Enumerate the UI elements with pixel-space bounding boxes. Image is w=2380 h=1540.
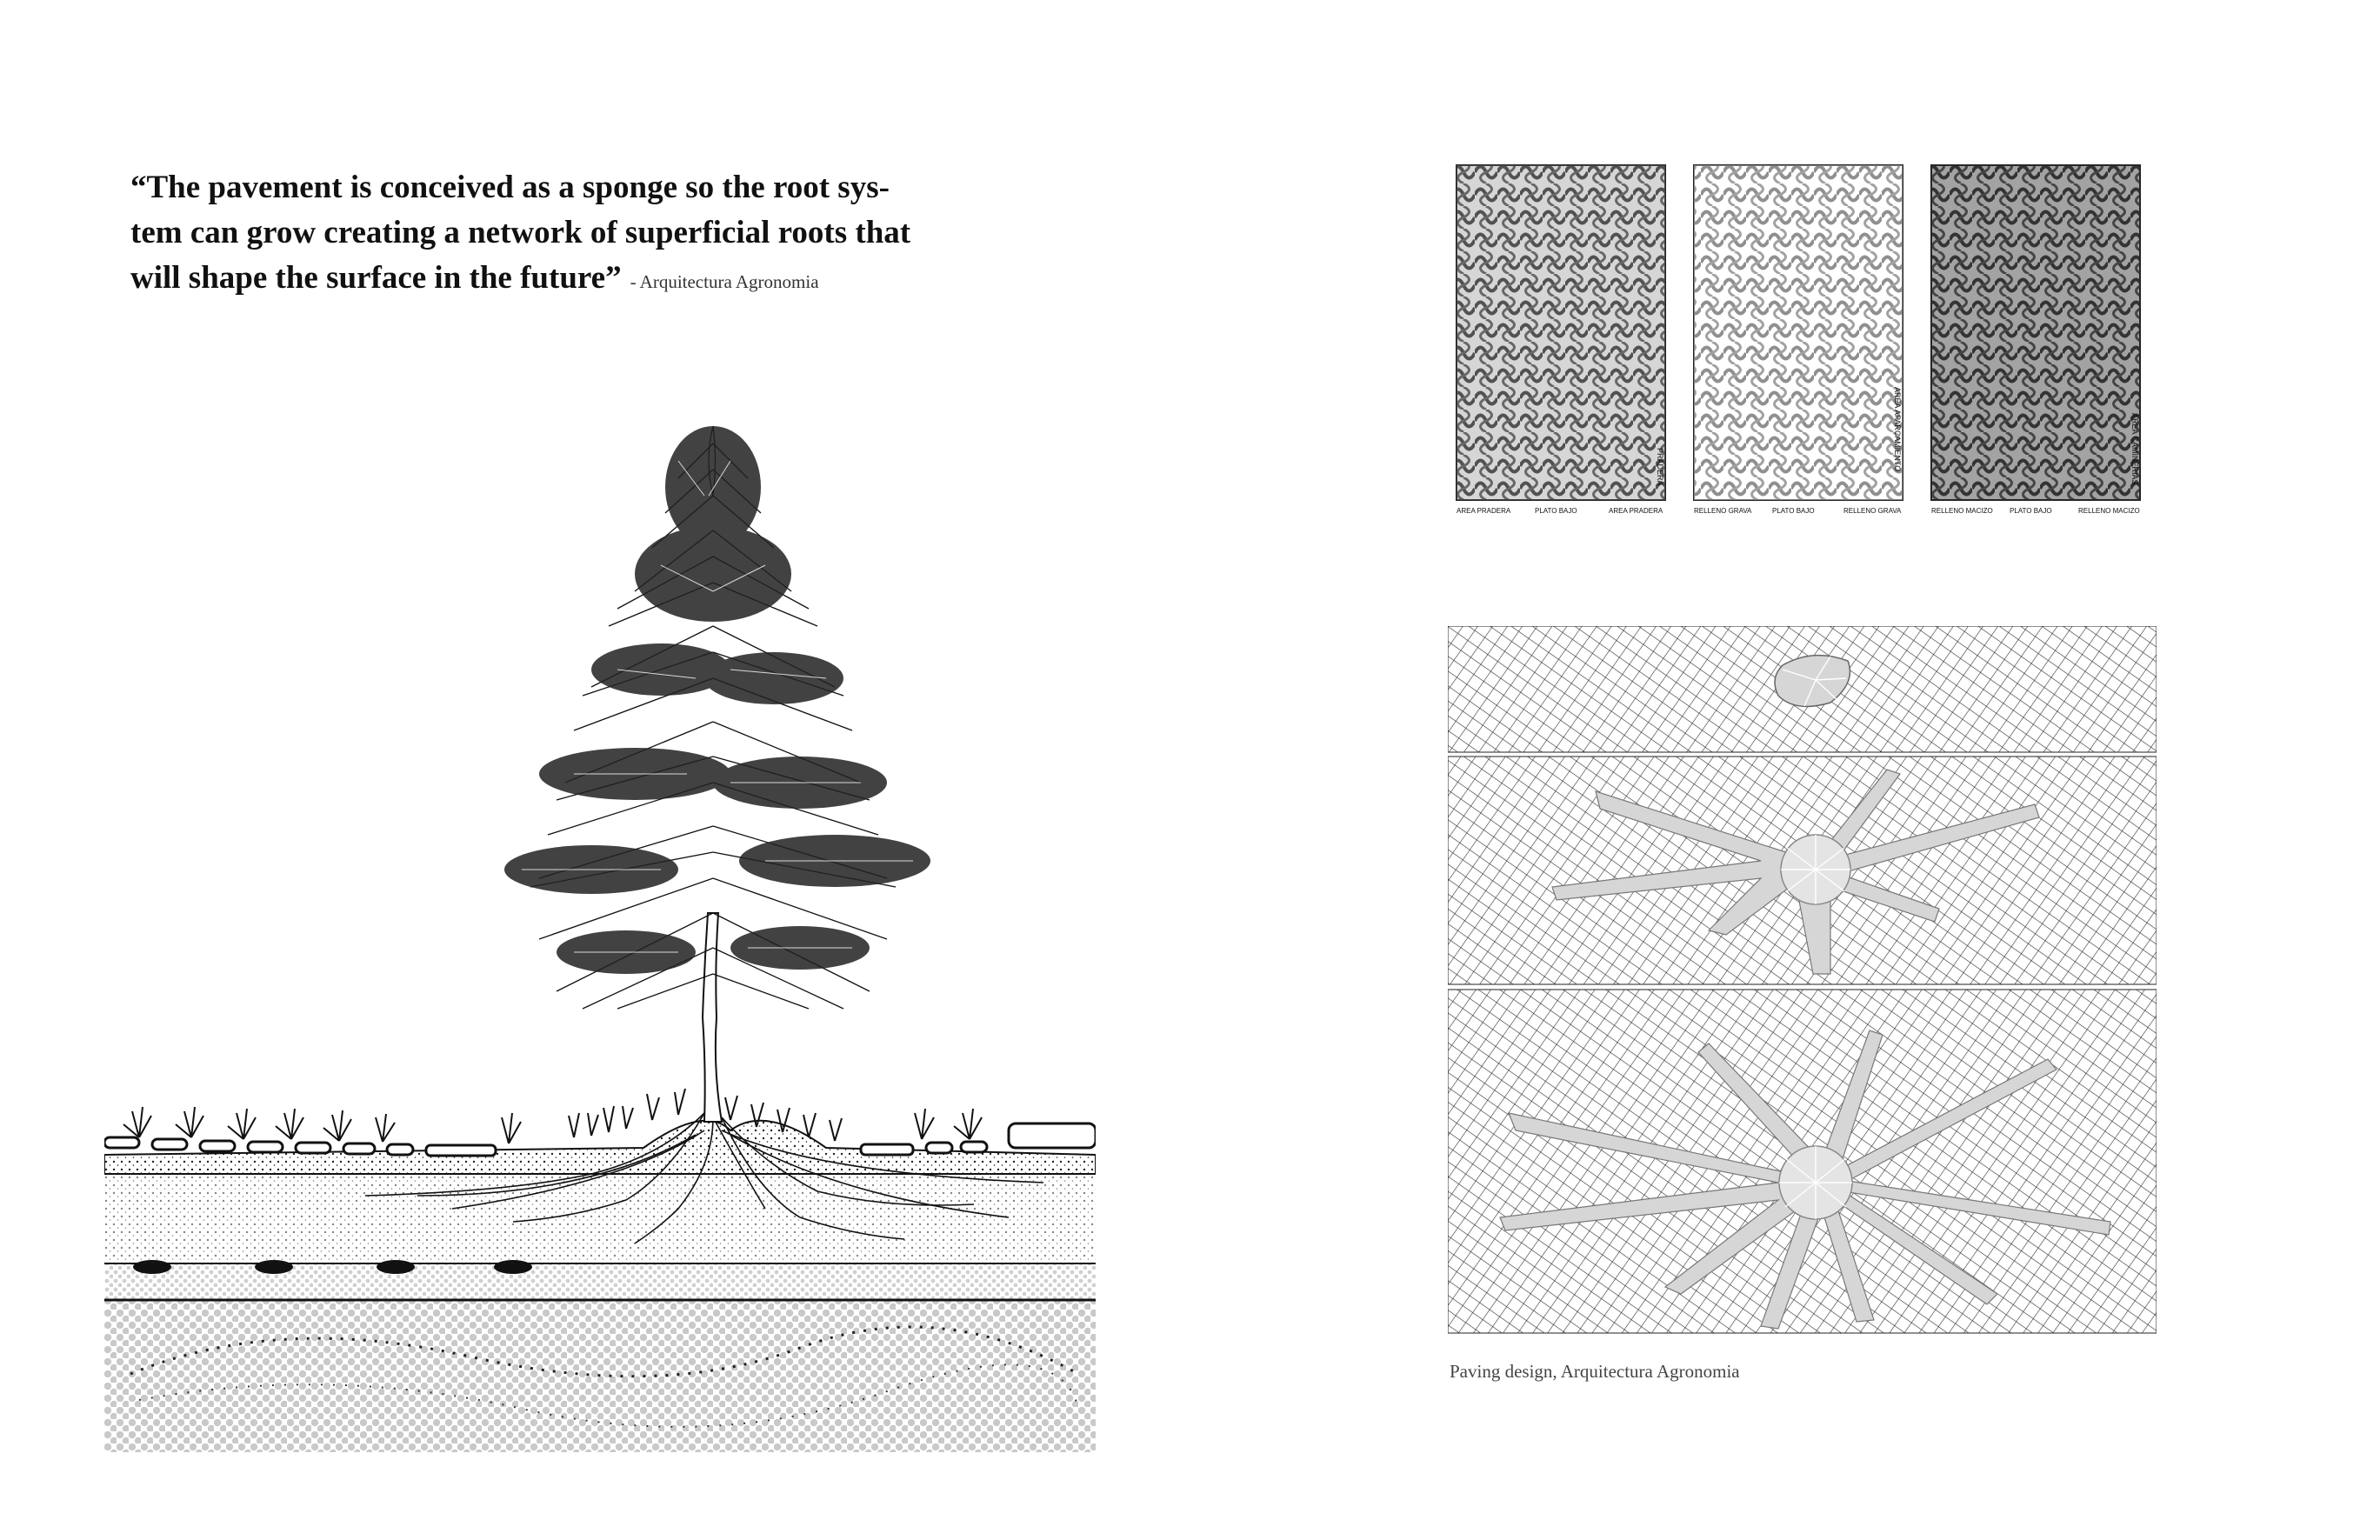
panel-1-label-right: AREA PRADERA [1609, 507, 1663, 515]
gravel-layer [104, 1263, 1096, 1300]
quote-line-1: “The pavement is conceived as a sponge so the root sys- [130, 170, 890, 205]
quote-line-3-text: will shape the surface in the future” [130, 260, 622, 296]
paving-pattern-panels [1452, 161, 2148, 535]
quote-line-2: tem can grow creating a network of superficial roots that [130, 215, 911, 250]
panel-1 [1457, 165, 1665, 500]
panel-1-label-left: AREA PRADERA [1457, 507, 1511, 515]
substrate-layer [104, 1174, 1096, 1263]
panel-2-label-left: RELLENO GRAVA [1694, 507, 1752, 515]
paving-design-drawing [1448, 626, 2157, 1339]
panel-2 [1694, 165, 1903, 500]
tree-trunk [703, 913, 722, 1122]
panel-3-label-mid: PLATO BAJO [2010, 507, 2052, 515]
panel-2-label-mid: PLATO BAJO [1772, 507, 1815, 515]
panel-3-label-left: RELLENO MACIZO [1931, 507, 1993, 515]
tree-section-illustration [104, 409, 1096, 1452]
pull-quote [130, 165, 1017, 304]
figure-caption: Paving design, Arquitectura Agronomia [1450, 1361, 1740, 1382]
grass-tufts [123, 1089, 982, 1143]
panel-1-label-mid: PLATO BAJO [1535, 507, 1577, 515]
quote-line-3 [130, 256, 1017, 304]
panel-3-label-right: RELLENO MACIZO [2078, 507, 2140, 515]
quote-attribution: - Arquitectura Agronomia [630, 271, 819, 292]
panel-3-side-label: AREA CAMINERIAS [2130, 413, 2139, 485]
panel-3 [1931, 165, 2140, 500]
panel-2-side-label: AREA APARCAMIENTO [1893, 387, 1902, 472]
panel-1-side-label: PRADERA [1656, 448, 1664, 486]
panel-2-label-right: RELLENO GRAVA [1843, 507, 1902, 515]
tree-foliage [504, 426, 930, 974]
